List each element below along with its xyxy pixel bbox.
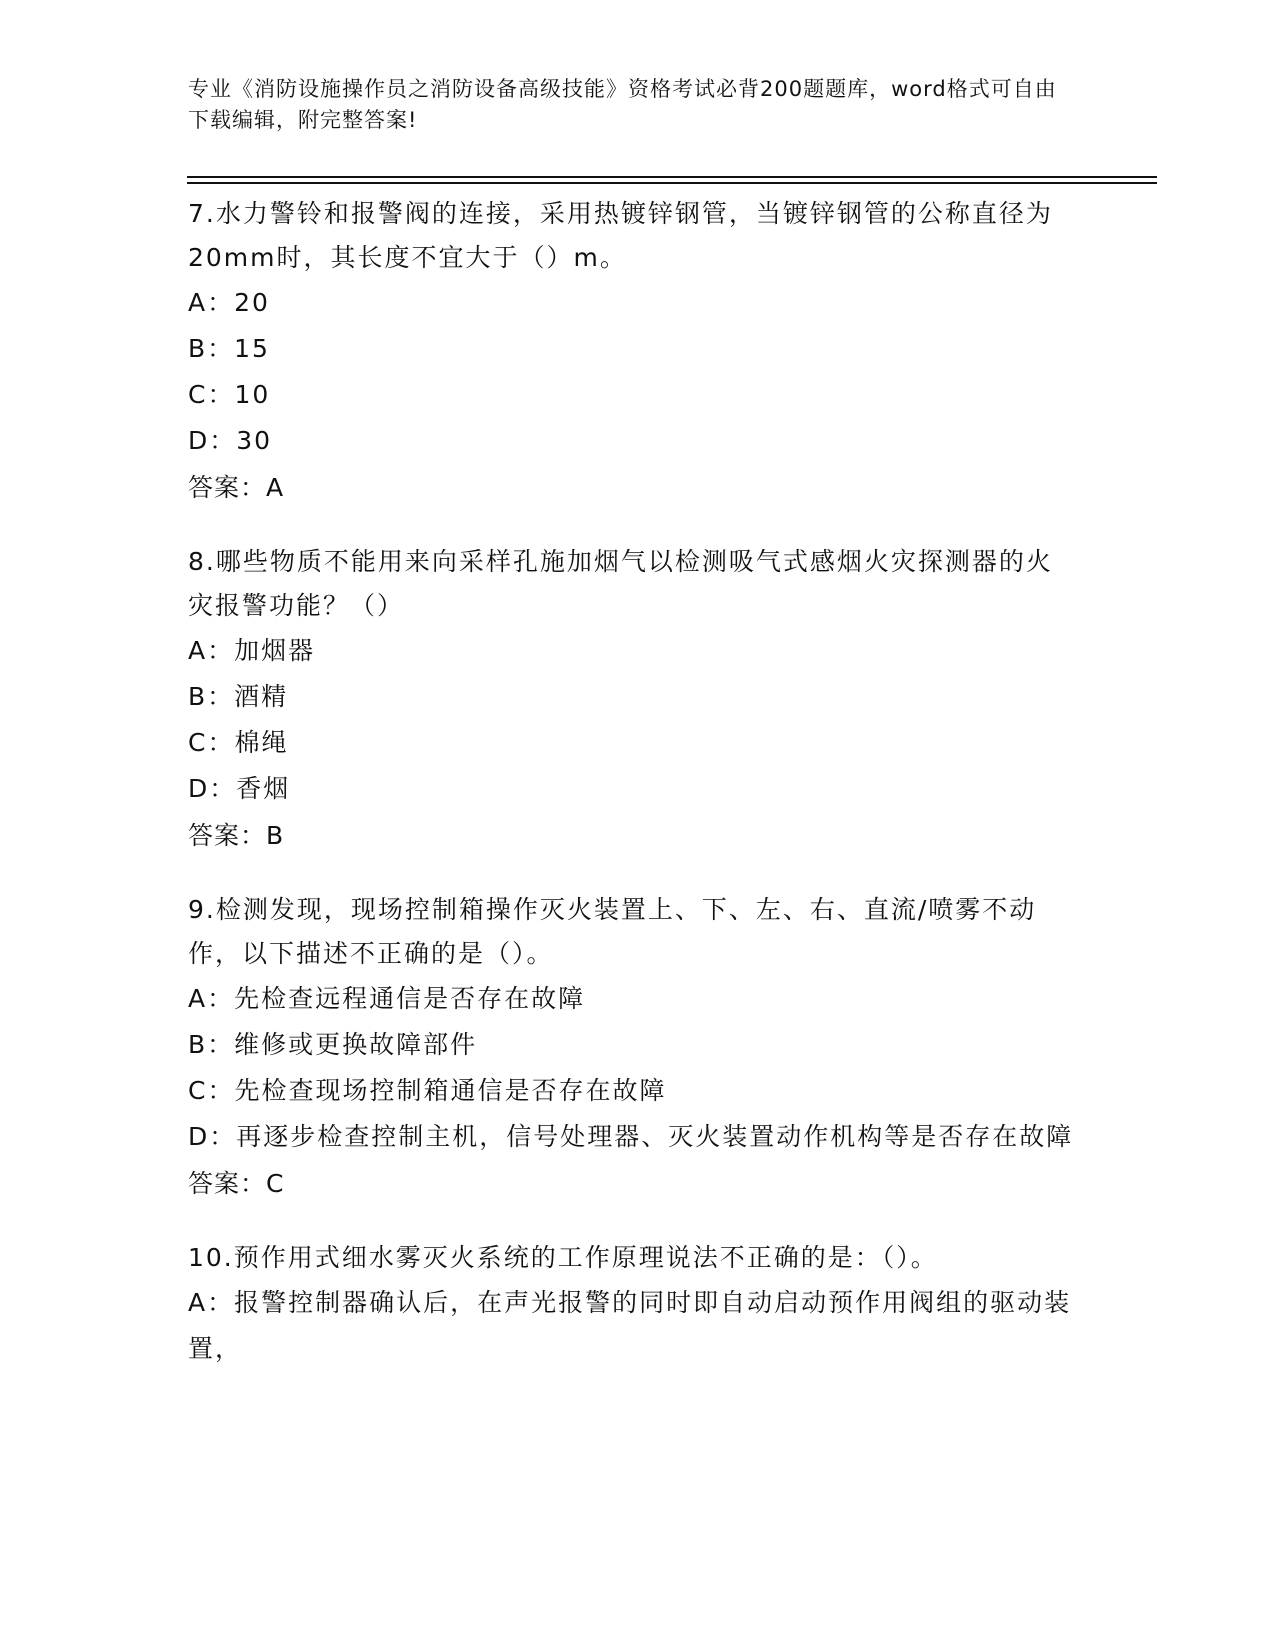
option-c: C：10	[188, 380, 271, 409]
question-stem: 9.检测发现，现场控制箱操作灭火装置上、下、左、右、直流/喷雾不动作，以下描述不正确的是（）。	[188, 895, 1037, 968]
question-7	[188, 192, 1078, 510]
header-divider-top	[187, 176, 1157, 178]
option-a: A：先检查远程通信是否存在故障	[188, 984, 586, 1013]
option-a: A：加烟器	[188, 636, 316, 665]
option-d: D：再逐步检查控制主机，信号处理器、灭火装置动作机构等是否存在故障	[188, 1122, 1074, 1151]
question-stem: 8.哪些物质不能用来向采样孔施加烟气以检测吸气式感烟火灾探测器的火灾报警功能？（）	[188, 547, 1053, 620]
answer-line: 答案：A	[188, 473, 285, 502]
option-b: B：维修或更换故障部件	[188, 1030, 478, 1059]
option-a: A：20	[188, 288, 270, 317]
option-c: C：棉绳	[188, 728, 289, 757]
option-b: B：酒精	[188, 682, 289, 711]
option-a: A：报警控制器确认后，在声光报警的同时即自动启动预作用阀组的驱动装置，	[188, 1288, 1072, 1363]
question-10	[188, 1236, 1078, 1372]
question-9	[188, 888, 1078, 1206]
question-list	[188, 190, 1078, 1402]
option-d: D：30	[188, 426, 273, 455]
option-c: C：先检查现场控制箱通信是否存在故障	[188, 1076, 667, 1105]
question-stem: 7.水力警铃和报警阀的连接，采用热镀锌钢管，当镀锌钢管的公称直径为20mm时，其长度不宜大于（）m。	[188, 199, 1053, 272]
question-8	[188, 540, 1078, 858]
answer-line: 答案：B	[188, 821, 285, 850]
header-divider-bottom	[187, 182, 1157, 184]
option-b: B：15	[188, 334, 270, 363]
answer-line: 答案：C	[188, 1169, 285, 1198]
option-d: D：香烟	[188, 774, 291, 803]
document-header: 专业《消防设施操作员之消防设备高级技能》资格考试必背200题题库，word格式可自由下载编辑，附完整答案!	[188, 77, 1057, 132]
question-stem: 10.预作用式细水雾灭火系统的工作原理说法不正确的是：（）。	[188, 1243, 938, 1272]
